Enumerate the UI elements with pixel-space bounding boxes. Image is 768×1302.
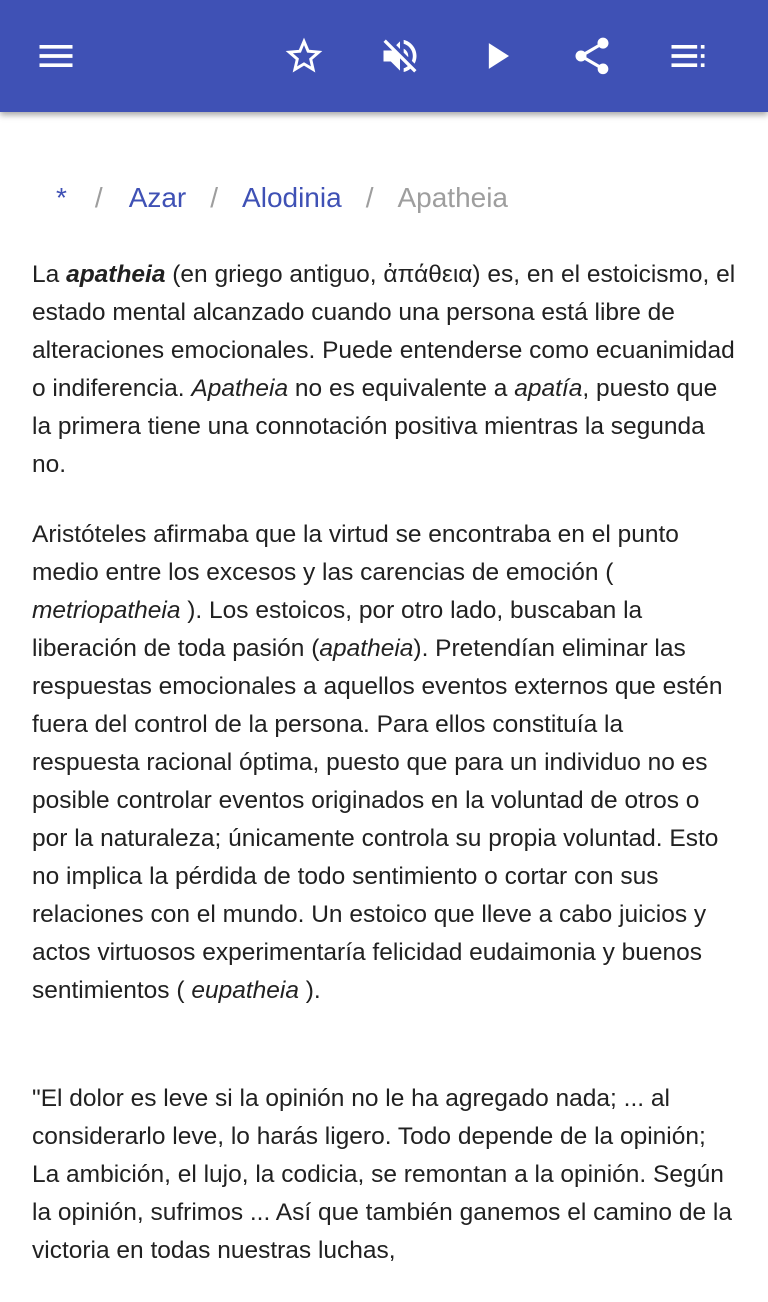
mute-button[interactable] [368, 24, 432, 88]
article-paragraph-1: La apatheia (en griego antiguo, ἀπάθεια) es, en el estoicismo, el estado mental alcanzado cuando una persona está libre de alteraciones emocionales. Puede entenderse como ecuanimidad o indiferencia. Apatheia no es equivalente a apatía, puesto que la primera tiene una connotación positiva mientras la segunda no. [32, 261, 736, 478]
breadcrumb-item-alodinia[interactable]: Alodinia [242, 182, 342, 213]
hamburger-menu-icon [34, 34, 78, 78]
breadcrumb-root[interactable]: * [56, 182, 67, 213]
breadcrumb-separator: / [365, 182, 374, 213]
favorite-button[interactable] [272, 24, 336, 88]
article-body [32, 256, 736, 1302]
contents-button[interactable] [656, 24, 720, 88]
play-button[interactable] [466, 24, 530, 88]
breadcrumb-separator: / [210, 182, 219, 213]
breadcrumb [32, 176, 736, 220]
breadcrumb-current: Apatheia [397, 182, 509, 213]
star-outline-icon [282, 34, 326, 78]
article-paragraph-2: Aristóteles afirmaba que la virtud se encontraba en el punto medio entre los excesos y las carencias de emoción ( metriopatheia ). Los estoicos, por otro lado, buscaban la liberación de toda pasión (apatheia). Pretendían eliminar las respuestas emocionales a aquellos eventos externos que estén fuera del control de la persona. Para ellos constituía la respuesta racional óptima, puesto que para un individuo no es posible controlar eventos originados en la voluntad de otros o por la naturaleza; únicamente controla su propia voluntad. Esto no implica la pérdida de todo sentimiento o cortar con sus relaciones con el mundo. Un estoico que lleve a cabo juicios y actos virtuosos experimentaría felicidad eudaimonia y buenos sentimientos ( eupatheia ). [32, 521, 723, 1004]
breadcrumb-item-azar[interactable]: Azar [128, 182, 187, 213]
share-button[interactable] [560, 24, 624, 88]
share-icon [570, 34, 614, 78]
breadcrumb-separator: / [94, 182, 103, 213]
article-quote: "El dolor es leve si la opinión no le ha agregado nada; ... al considerarlo leve, lo harás ligero. Todo depende de la opinión; La ambición, el lujo, la codicia, se remontan a la opinión. Según la opinión, sufrimos ... Así que también ganemos el camino de la victoria en todas nuestras luchas, [32, 1085, 732, 1264]
app-bar [0, 0, 768, 112]
volume-off-icon [378, 34, 422, 78]
menu-button[interactable] [24, 24, 88, 88]
play-icon [476, 34, 520, 78]
list-menu-icon [666, 34, 710, 78]
